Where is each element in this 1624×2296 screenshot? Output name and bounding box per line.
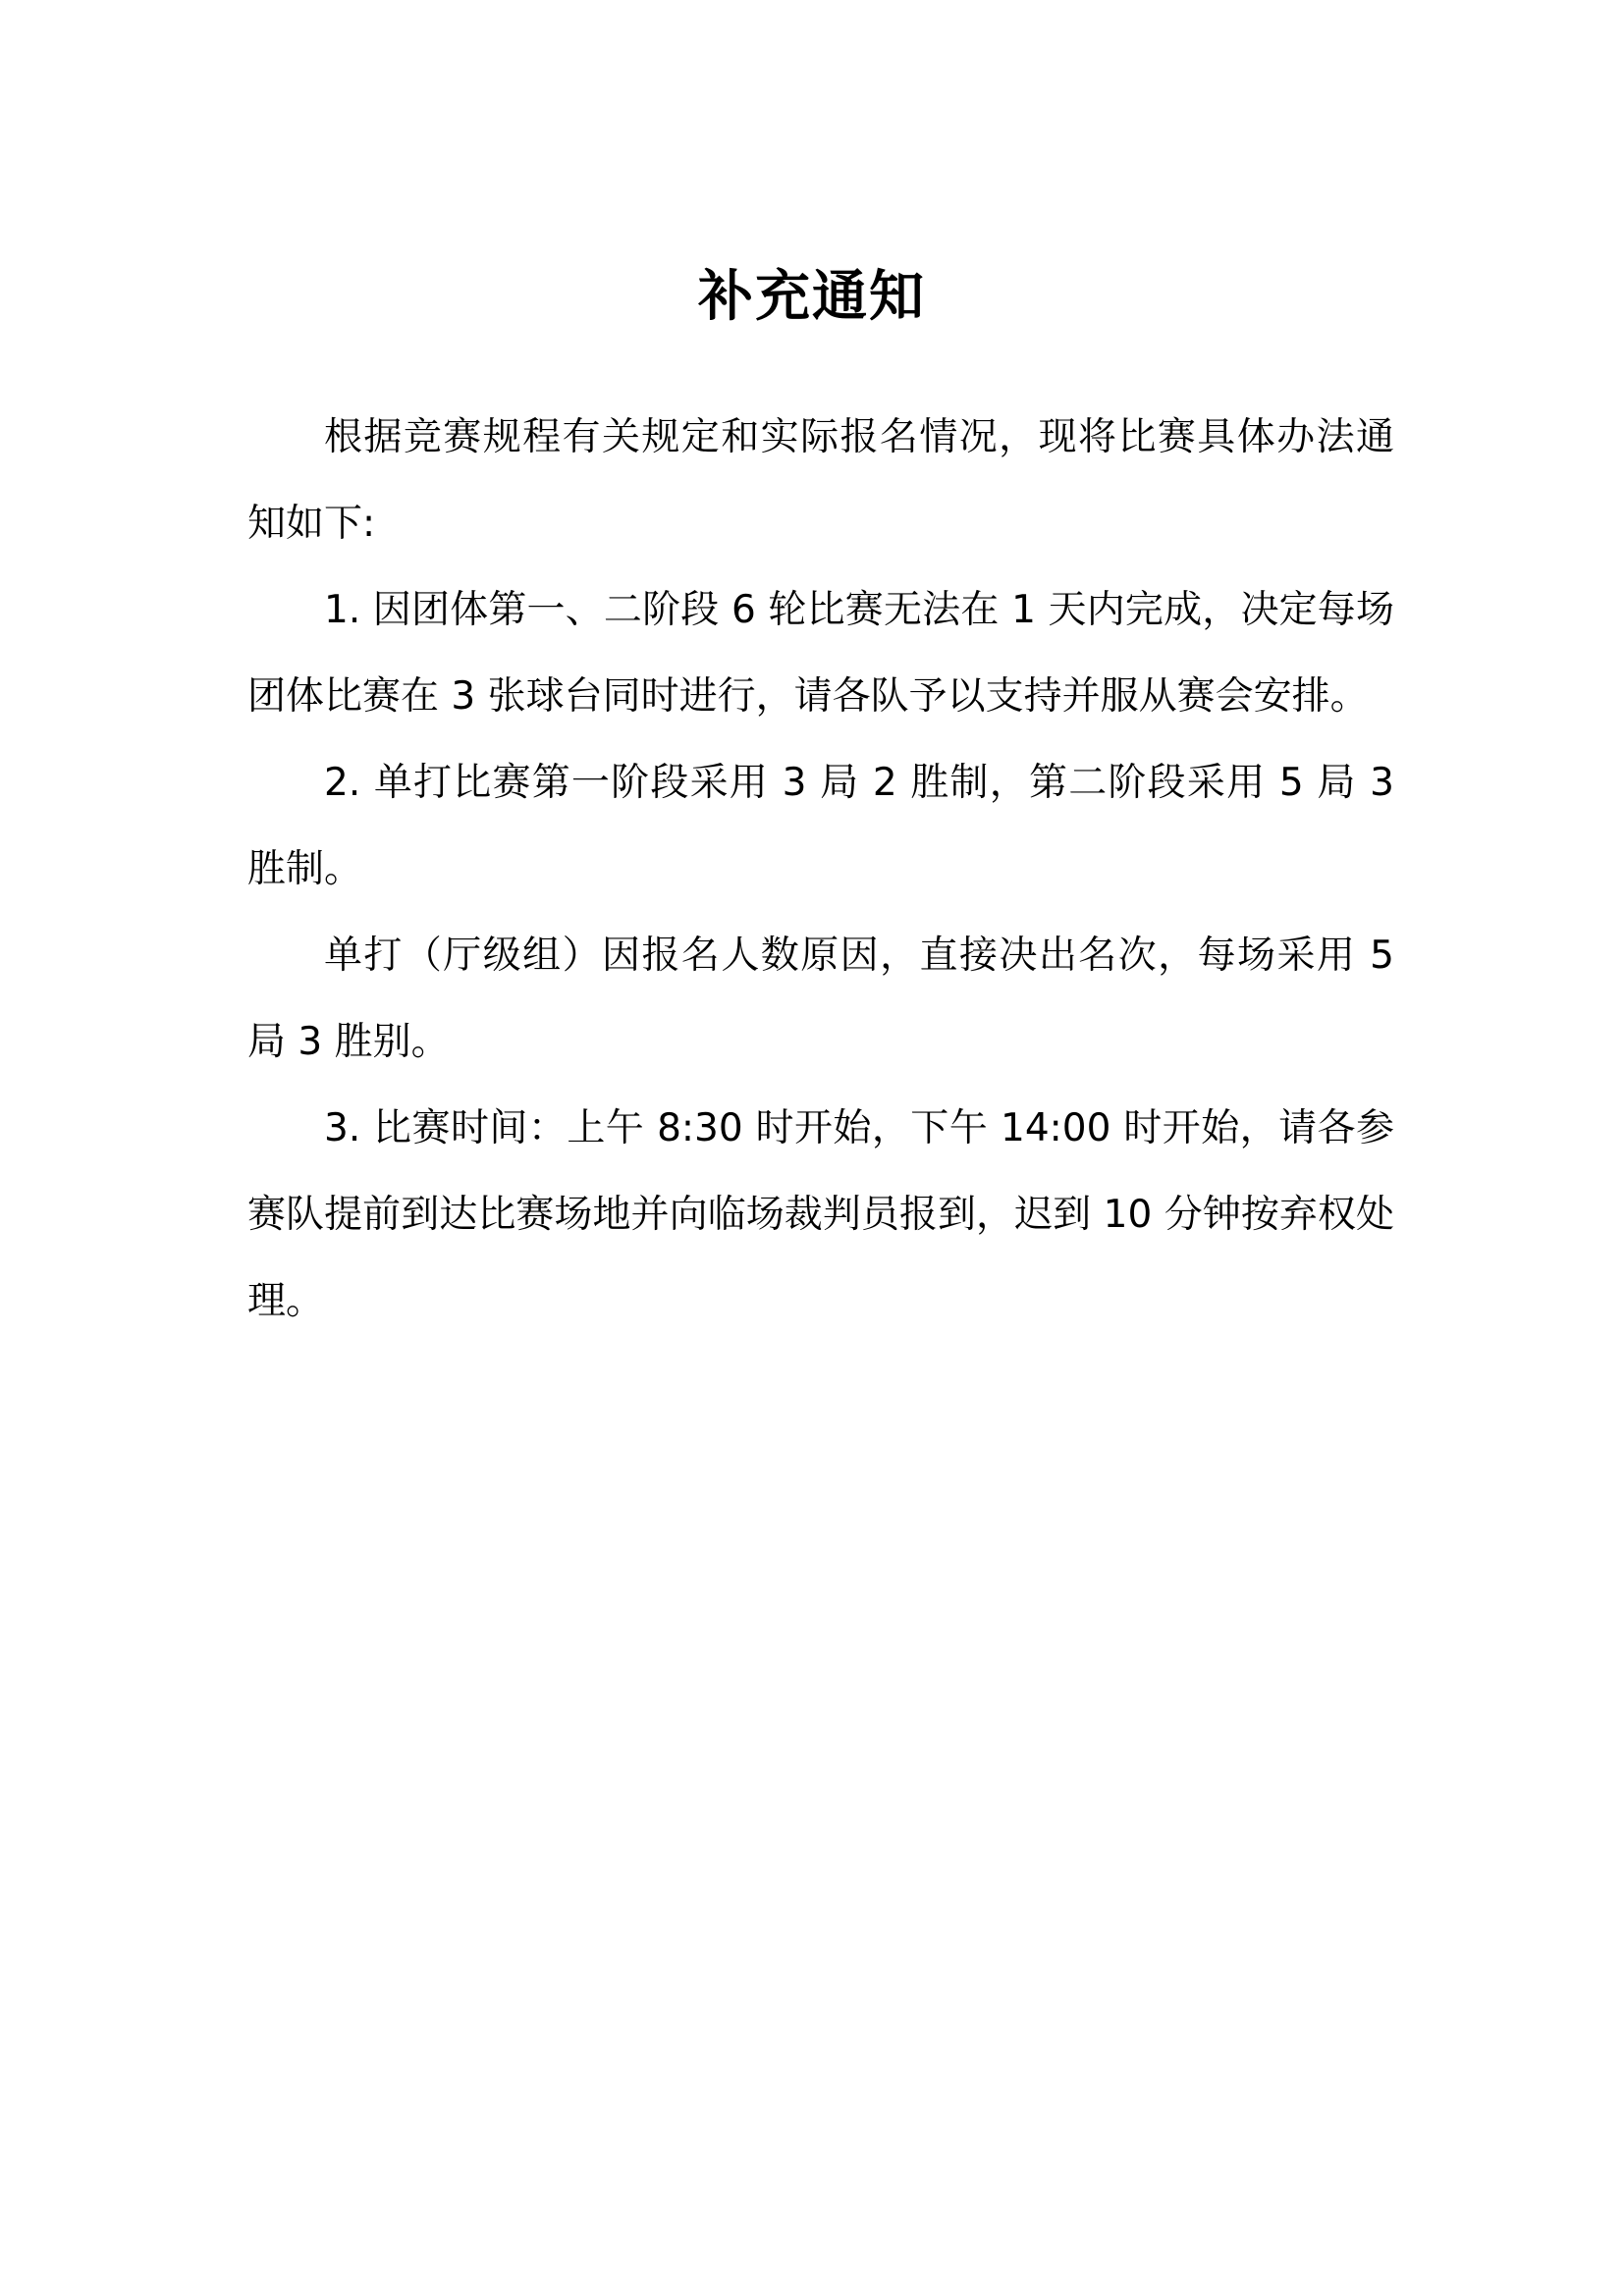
- document-title: 补充通知: [698, 265, 926, 329]
- paragraph-item-3: 3. 比赛时间：上午 8:30 时开始，下午 14:00 时开始，请各参赛队提前到达比赛场地并向临场裁判员报到，迟到 10 分钟按弃权处理。: [247, 1106, 1394, 1323]
- paragraph-item-2: 2. 单打比赛第一阶段采用 3 局 2 胜制，第二阶段采用 5 局 3 胜制。: [247, 761, 1394, 891]
- document-body: [247, 395, 1394, 1345]
- paragraph-item-1: 1. 因团体第一、二阶段 6 轮比赛无法在 1 天内完成，决定每场团体比赛在 3 张球台同时进行，请各队予以支持并服从赛会安排。: [247, 588, 1394, 719]
- paragraph-intro: 根据竞赛规程有关规定和实际报名情况，现将比赛具体办法通知如下:: [247, 415, 1394, 546]
- paragraph-item-2-note: 单打（厅级组）因报名人数原因，直接决出名次，每场采用 5 局 3 胜别。: [247, 934, 1394, 1064]
